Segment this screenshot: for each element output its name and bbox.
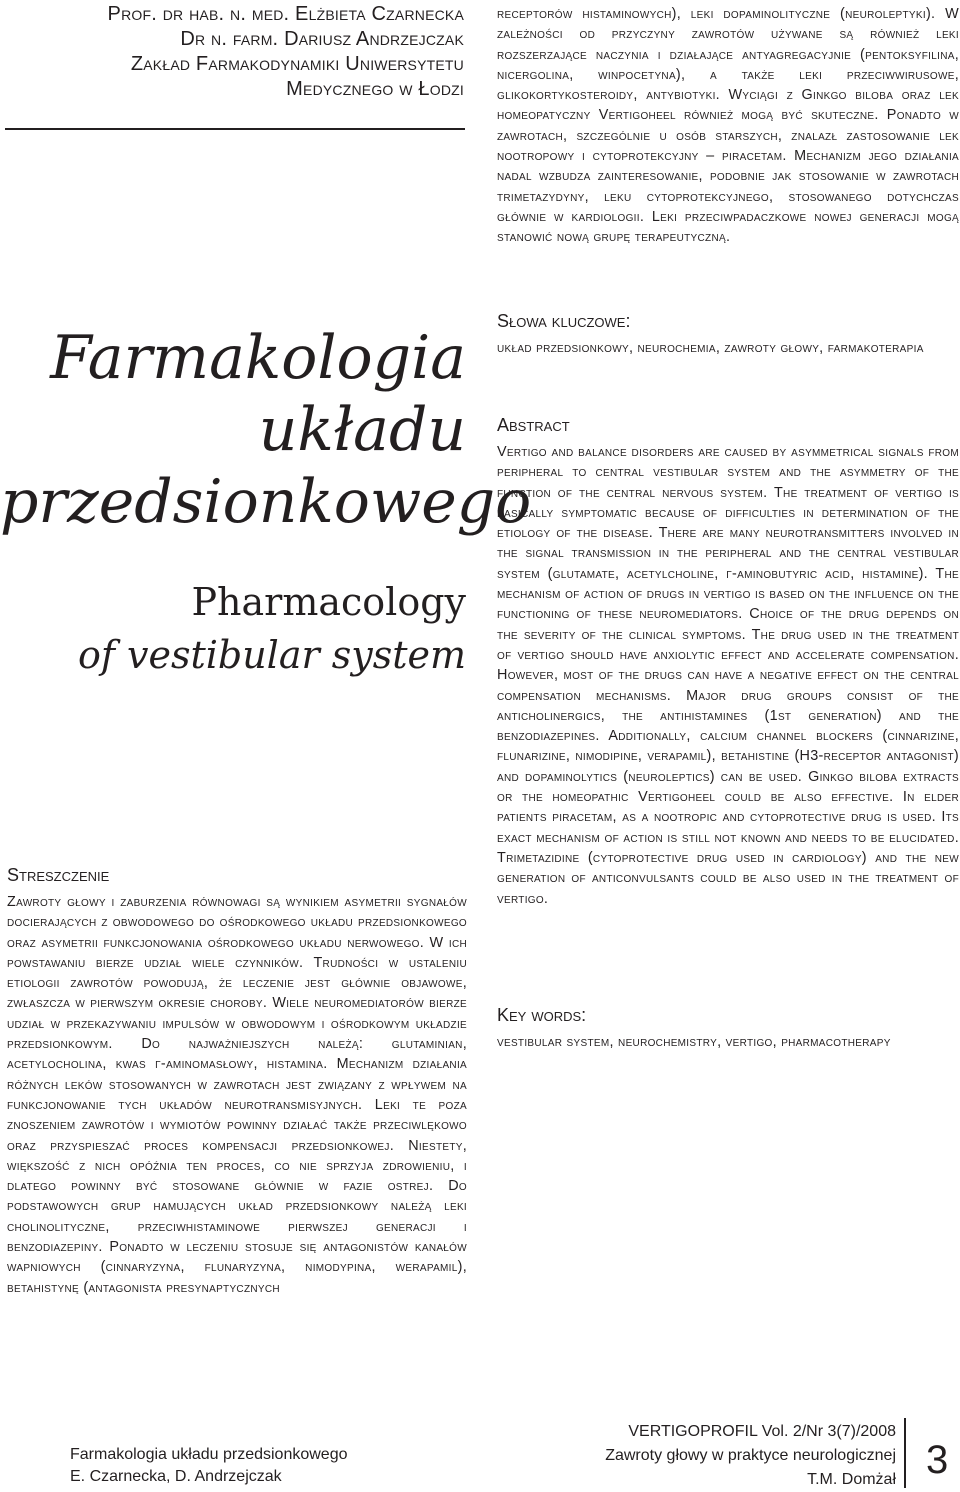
title-pl-line-2: układu	[258, 395, 466, 465]
streszczenie-heading: Streszczenie	[7, 865, 110, 885]
author-block	[40, 2, 464, 102]
footer-left	[70, 1444, 348, 1488]
abstract-section	[497, 414, 959, 909]
key-words-section	[497, 1004, 959, 1052]
title-en-line-2: of vestibular system	[77, 633, 466, 677]
affiliation-line-1: Zakład Farmakodynamiki Uniwersytetu	[130, 53, 464, 75]
footer-right	[560, 1420, 896, 1492]
title-en-line-1: Pharmacology	[191, 580, 466, 624]
footer-issue-title: Zawroty głowy w praktyce neurologicznej	[605, 1447, 896, 1464]
article-title-polish	[0, 322, 532, 538]
abstract-text: Vertigo and balance disorders are caused by asymmetrical signals from peripheral to central vestibular system and the asymmetry of the function of the central nervous system. The treatment of vertigo is basically symptomatic because of difficulties in determination of the etiology of the disease. There are many neurotransmitters involved in the signal transmission in the peripheral and the central vestibular system (glutamate, acetylcholine, γ-aminobutyric acid, histamine). The mechanism of action of drugs in vertigo is based on the influence on the functioning of these neuromediators. Choice of the drug depends on the severity of the clinical symptoms. The drug used in the treatment of vertigo should have anxiolytic effect and accelerate compensation. However, most of the drugs can have a negative effect on the central compensation mechanisms. Major drug groups consist of the anticholinergics, the antihistamines (1st generation) and the benzodiazepines. Additionally, calcium channel blockers (cinnarizine, flunarizine, nimodipine, verapamil), betahistine (H3-receptor antagonist) and dopaminolytics (neuroleptics) can be used. Ginkgo biloba extracts or the homeopathic Vertigoheel could be also effective. In elder patients piracetam, as a nootropic and cytoprotective drug is used. Its exact mechanism of action is still not known and needs to be elucidated. Trimetazidine (cytoprotective drug used in cardiology) and the new generation of anticonvulsants could be also used in the treatment of vertigo.	[497, 444, 959, 907]
title-pl-line-3: przedsionkowego	[0, 467, 532, 537]
author-name-2: Dr n. farm. Dariusz Andrzejczak	[180, 28, 464, 50]
footer-journal: VERTIGOPROFIL Vol. 2/Nr 3(7)/2008	[628, 1423, 896, 1440]
footer-divider	[904, 1418, 906, 1488]
page-number: 3	[926, 1438, 949, 1482]
affiliation-line-2: Medycznego w Łodzi	[286, 78, 464, 100]
article-title-english	[0, 576, 466, 682]
streszczenie-continuation	[497, 4, 959, 248]
abstract-heading: Abstract	[497, 415, 570, 435]
slowa-kluczowe-text: układ przedsionkowy, neurochemia, zawroty głowy, farmakoterapia	[497, 340, 924, 356]
streszczenie-continuation-text: receptorów histaminowych), leki dopaminolityczne (neuroleptyki). W zależności od przyczyny zawrotów używane są również leki rozszerzające naczynia i działające antyagregacyjnie (pentoksyfilina, nicergolina, winpocetyna), a także leki przeciwwirusowe, glikokortykosteroidy, antybiotyki. Wyciągi z Ginkgo biloba oraz lek homeopatyczny Vertigoheel również mogą być skuteczne. Ponadto w zawrotach, szczególnie u osób starszych, znalazł zastosowanie lek nootropowy i cytoprotekcyjny – piracetam. Mechanizm jego działania nadal wzbudza zainteresowanie, podobnie jak stosowanie w zawrotach trimetazydyny, leku cytoprotekcyjnego, stosowanego dotychczas głównie w kardiologii. Leki przeciwpadaczkowe nowej generacji mogą stanowić nową grupę terapeutyczną.	[497, 6, 959, 246]
key-words-text: vestibular system, neurochemistry, vertigo, pharmacotherapy	[497, 1034, 891, 1050]
footer-article-authors: E. Czarnecka, D. Andrzejczak	[70, 1468, 282, 1485]
title-pl-line-1: Farmakologia	[50, 323, 466, 393]
streszczenie-section	[7, 864, 467, 1298]
footer-article-title: Farmakologia układu przedsionkowego	[70, 1446, 348, 1463]
footer-issue-author: T.M. Domżał	[807, 1471, 896, 1488]
header-divider	[5, 128, 465, 130]
author-name-1: Prof. dr hab. n. med. Elżbieta Czarnecka	[107, 3, 464, 25]
slowa-kluczowe-section	[497, 310, 959, 358]
slowa-kluczowe-heading: Słowa kluczowe:	[497, 311, 631, 331]
streszczenie-text: Zawroty głowy i zaburzenia równowagi są wynikiem asymetrii sygnałów docierających z obwodowego do ośrodkowego układu przedsionkowego oraz asymetrii funkcjonowania ośrodkowego układu nerwowego. W ich powstawaniu bierze udział wiele czynników. Trudności w ustaleniu etiologii zawrotów powodują, że leczenie jest głównie objawowe, zwłaszcza w pierwszym okresie choroby. Wiele neuromediatorów bierze udział w przekazywaniu impulsów w obwodowym i ośrodkowym układzie przedsionkowym. Do najważniejszych należą: glutaminian, acetylocholina, kwas γ-aminomasłowy, histamina. Mechanizm działania różnych leków stosowanych w zawrotach jest związany z wpływem na funkcjonowanie tych układów neurotransmisyjnych. Leki te poza znoszeniem zawrotów i wymiotów powinny działać także przeciwlękowo oraz przyspieszać proces kompensacji przedsionkowej. Niestety, większość z nich opóźnia ten proces, co nie sprzyja zdrowieniu, i dlatego powinny być stosowane głównie w fazie ostrej. Do podstawowych grup hamujących układ przedsionkowy należą leki cholinolityczne, przeciwhistaminowe pierwszej generacji i benzodiazepiny. Ponadto w leczeniu stosuje się antagonistów kanałów wapniowych (cinnaryzyna, flunaryzyna, nimodypina, werapamil), betahistynę (antagonista presynaptycznych	[7, 894, 467, 1296]
key-words-heading: Key words:	[497, 1005, 587, 1025]
